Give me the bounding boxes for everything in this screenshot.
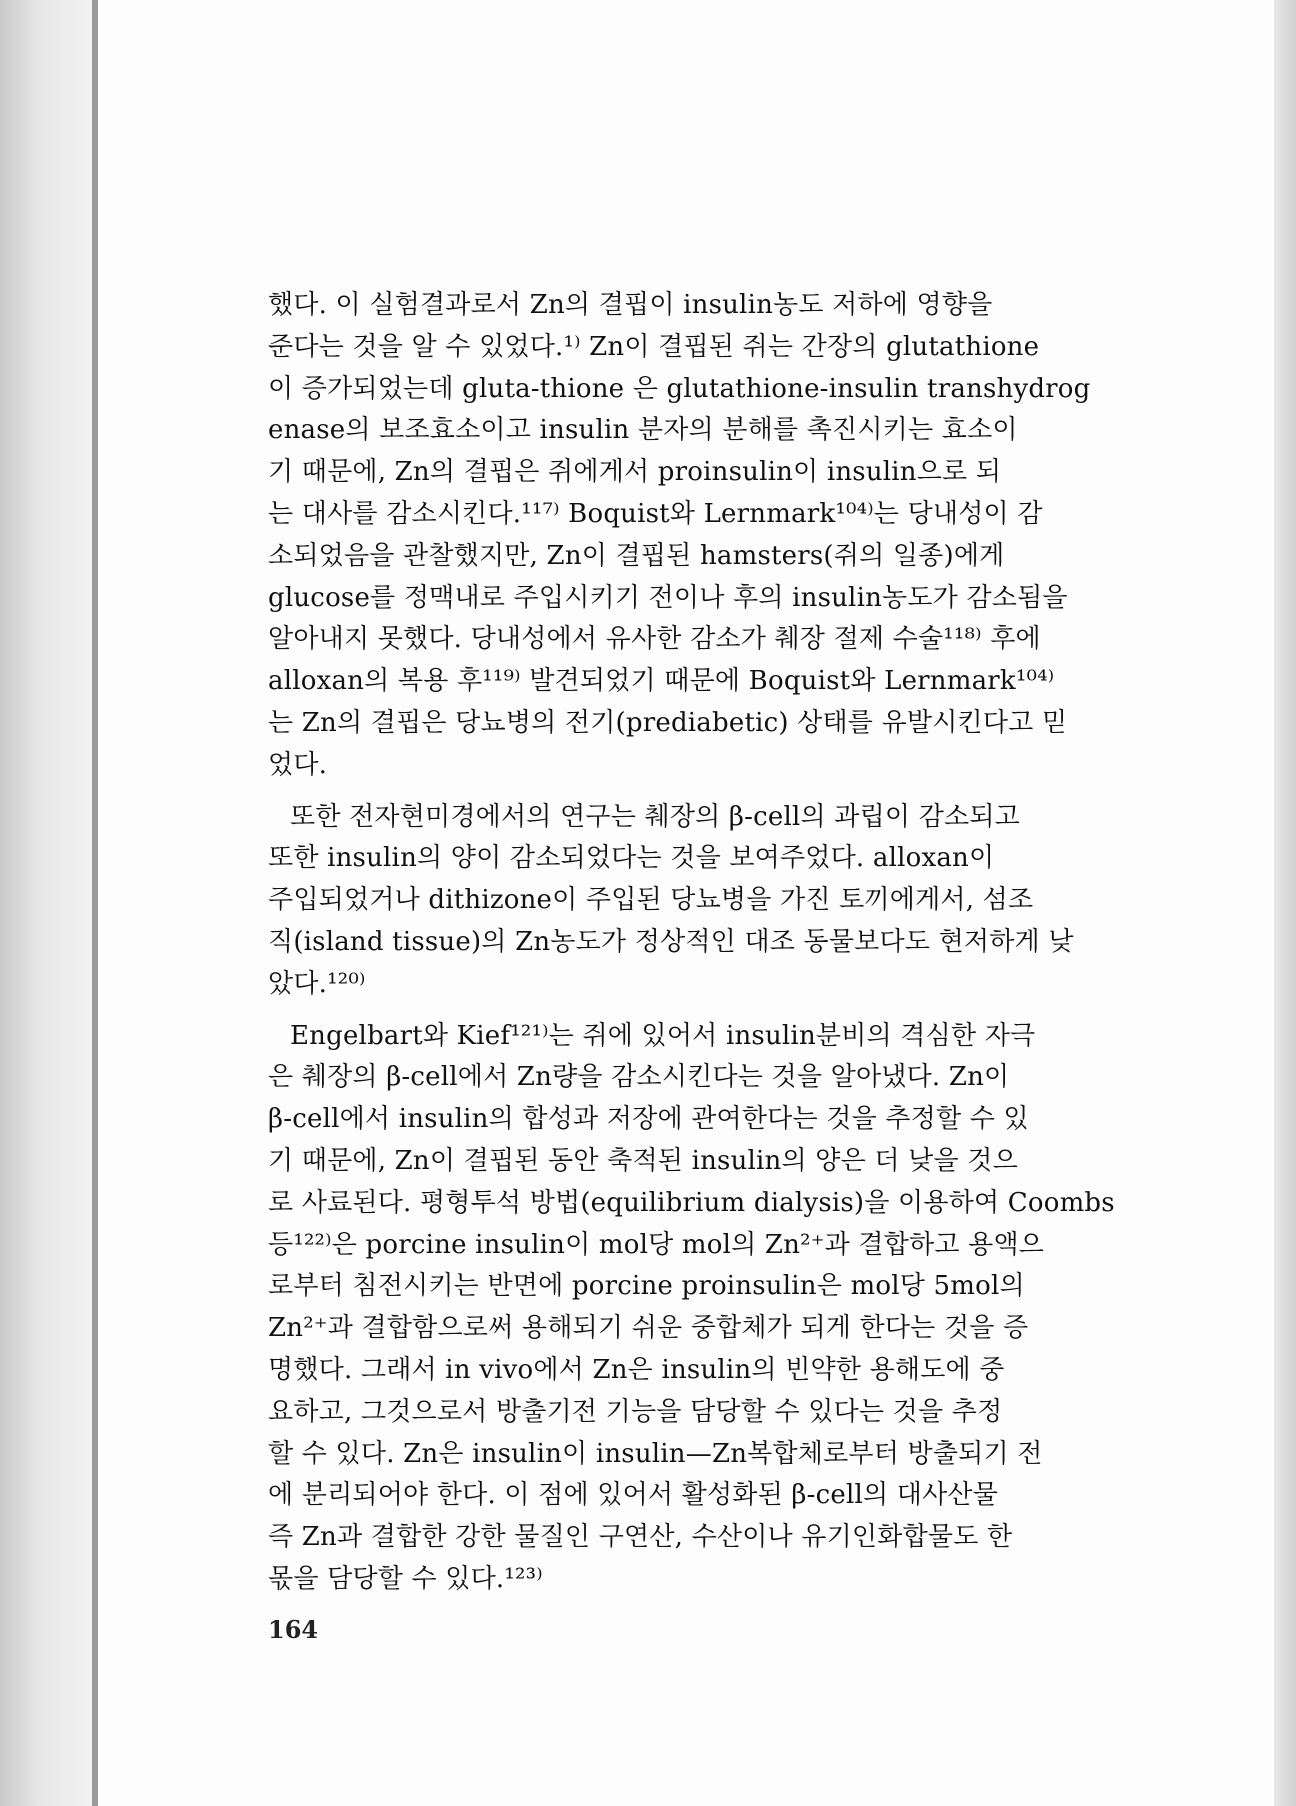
text-line: 이 증가되었는데 gluta-thione 은 glutathione-insulin transhydrog bbox=[268, 373, 1091, 404]
paragraph-1 bbox=[268, 285, 1260, 787]
text-line: 등¹²²⁾은 porcine insulin이 mol당 mol의 Zn²⁺과 결합하고 용액으 bbox=[268, 1229, 1045, 1260]
text-line: Engelbart와 Kief¹²¹⁾는 쥐에 있어서 insulin분비의 격심한 자극 bbox=[290, 1020, 1036, 1051]
text-line: 준다는 것을 알 수 있었다.¹⁾ Zn이 결핍된 쥐는 간장의 glutathione bbox=[268, 331, 1040, 362]
text-line: enase의 보조효소이고 insulin 분자의 분해를 촉진시키는 효소이 bbox=[268, 415, 1018, 446]
text-line: 기 때문에, Zn이 결핍된 동안 축적된 insulin의 양은 더 낮을 것으 bbox=[268, 1145, 1018, 1176]
text-line: 주입되었거나 dithizone이 주입된 당뇨병을 가진 토끼에게서, 섬조 bbox=[268, 885, 1034, 916]
text-line: 요하고, 그것으로서 방출기전 기능을 담당할 수 있다는 것을 추정 bbox=[268, 1396, 1003, 1427]
text-line: 했다. 이 실험결과로서 Zn의 결핍이 insulin농도 저하에 영향을 bbox=[268, 290, 993, 320]
text-line: 에 분리되어야 한다. 이 점에 있어서 활성화된 β-cell의 대사산물 bbox=[268, 1480, 999, 1511]
page-right-shadow bbox=[1274, 0, 1296, 1806]
text-line: 는 Zn의 결핍은 당뇨병의 전기(prediabetic) 상태를 유발시킨다고 믿 bbox=[268, 707, 1068, 738]
text-line: 직(island tissue)의 Zn농도가 정상적인 대조 동물보다도 현저하게 낮 bbox=[268, 926, 1074, 957]
text-line: 었다. bbox=[268, 749, 328, 780]
text-line: 았다.¹²⁰⁾ bbox=[268, 968, 366, 999]
paragraph-3 bbox=[268, 1016, 1260, 1601]
text-line: 즉 Zn과 결합한 강한 물질인 구연산, 수산이나 유기인화합물도 한 bbox=[268, 1522, 1013, 1553]
text-line: 또한 insulin의 양이 감소되었다는 것을 보여주었다. alloxan이 bbox=[268, 843, 995, 874]
text-line: 로부터 침전시키는 반면에 porcine proinsulin은 mol당 5mol의 bbox=[268, 1271, 1025, 1302]
text-line: Zn²⁺과 결합함으로써 용해되기 쉬운 중합체가 되게 한다는 것을 증 bbox=[268, 1313, 1029, 1344]
text-line: 알아내지 못했다. 당내성에서 유사한 감소가 췌장 절제 수술¹¹⁸⁾ 후에 bbox=[268, 624, 1041, 655]
text-line: 명했다. 그래서 in vivo에서 Zn은 insulin의 빈약한 용해도에 중 bbox=[268, 1354, 1005, 1385]
text-line: alloxan의 복용 후¹¹⁹⁾ 발견되었기 때문에 Boquist와 Lernmark¹⁰⁴⁾ bbox=[268, 666, 1055, 697]
text-line: 또한 전자현미경에서의 연구는 췌장의 β-cell의 과립이 감소되고 bbox=[290, 801, 1020, 832]
text-line: 기 때문에, Zn의 결핍은 쥐에게서 proinsulin이 insulin으로 되 bbox=[268, 457, 1002, 488]
text-line: glucose를 정맥내로 주입시키기 전이나 후의 insulin농도가 감소됨을 bbox=[268, 582, 1068, 613]
text-line: 소되었음을 관찰했지만, Zn이 결핍된 hamsters(쥐의 일종)에게 bbox=[268, 540, 1005, 571]
page-body bbox=[268, 285, 1260, 1601]
text-line: 몫을 담당할 수 있다.¹²³⁾ bbox=[268, 1563, 543, 1594]
text-line: β-cell에서 insulin의 합성과 저장에 관여한다는 것을 추정할 수 있 bbox=[268, 1104, 1029, 1135]
paragraph-2 bbox=[268, 797, 1260, 1006]
text-line: 로 사료된다. 평형투석 방법(equilibrium dialysis)을 이용하여 Coombs bbox=[268, 1187, 1115, 1218]
book-page bbox=[98, 0, 1274, 1806]
page-number: 164 bbox=[268, 1615, 319, 1644]
text-line: 는 대사를 감소시킨다.¹¹⁷⁾ Boquist와 Lernmark¹⁰⁴⁾는 당내성이 감 bbox=[268, 498, 1043, 529]
text-line: 할 수 있다. Zn은 insulin이 insulin—Zn복합체로부터 방출되기 전 bbox=[268, 1438, 1043, 1469]
book-spine-shading bbox=[0, 0, 95, 1806]
text-line: 은 췌장의 β-cell에서 Zn량을 감소시킨다는 것을 알아냈다. Zn이 bbox=[268, 1062, 1010, 1093]
